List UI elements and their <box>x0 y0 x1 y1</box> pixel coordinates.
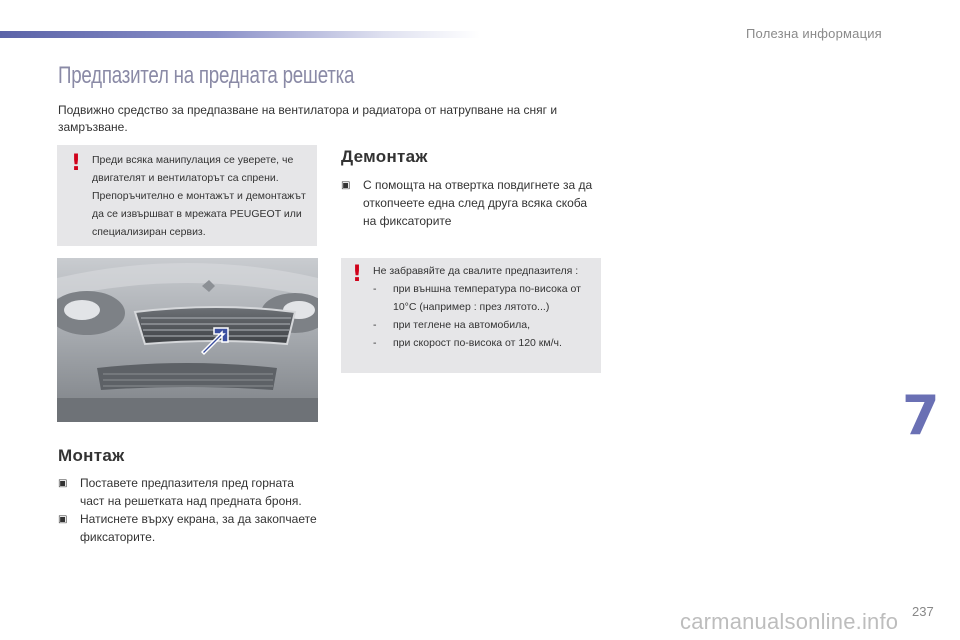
watermark: carmanualsonline.info <box>680 609 899 634</box>
list-item <box>58 474 320 510</box>
exclamation-icon: ! <box>71 151 82 176</box>
checkbox-bullet-icon: ▣ <box>341 180 351 191</box>
exclamation-icon: ! <box>352 262 363 287</box>
warning-text: Преди всяка манипулация се уверете, че двигателят и вентилаторът са спрени. Препоръчително е монтажът и демонтажът да се извършват в мрежата PEUGEOT или специализиран сервиз. <box>92 154 306 238</box>
montaj-title: Монтаж <box>58 446 125 465</box>
list-item <box>341 176 601 230</box>
checkbox-bullet-icon: ▣ <box>58 478 68 489</box>
checkbox-bullet-icon: ▣ <box>58 514 68 525</box>
list-item: - при теглене на автомобила, <box>373 316 598 334</box>
warning-item: при скорост по-висока от 120 км/ч. <box>393 337 562 349</box>
list-item <box>58 510 320 546</box>
list-item: - при скорост по-висока от 120 км/ч. <box>373 334 598 352</box>
warning-box-safety <box>57 145 317 246</box>
chapter-title: Полезна информация <box>746 26 882 41</box>
page-number: 237 <box>912 604 934 619</box>
header-gradient-bar <box>0 31 480 38</box>
step-text: С помощта на отвертка повдигнете за да откопчеете една след друга всяка скоба на фиксаторите <box>363 178 593 228</box>
grille-photo <box>57 258 318 422</box>
step-text: Поставете предпазителя пред горната част на решетката над предната броня. <box>80 476 302 508</box>
list-item: - при външна температура по-висока от 10°C (например : през лятото...) <box>373 280 598 316</box>
demontaj-steps <box>341 176 601 230</box>
chapter-number: 7 <box>902 384 940 447</box>
step-text: Натиснете върху екрана, за да закопчаете фиксаторите. <box>80 512 317 544</box>
warning-item: при външна температура по-висока от 10°C (например : през лятото...) <box>393 283 581 313</box>
montaj-steps <box>58 474 320 546</box>
warning-intro: Не забравяйте да свалите предпазителя : <box>373 265 579 277</box>
page-title: Предпазител на предната решетка <box>58 62 355 89</box>
warning-box-remove <box>341 258 601 373</box>
warning-item: при теглене на автомобила, <box>393 319 531 331</box>
demontaj-title: Демонтаж <box>341 147 428 166</box>
intro-paragraph: Подвижно средство за предпазване на вентилатора и радиатора от натрупване на сняг и замръзване. <box>58 103 558 134</box>
